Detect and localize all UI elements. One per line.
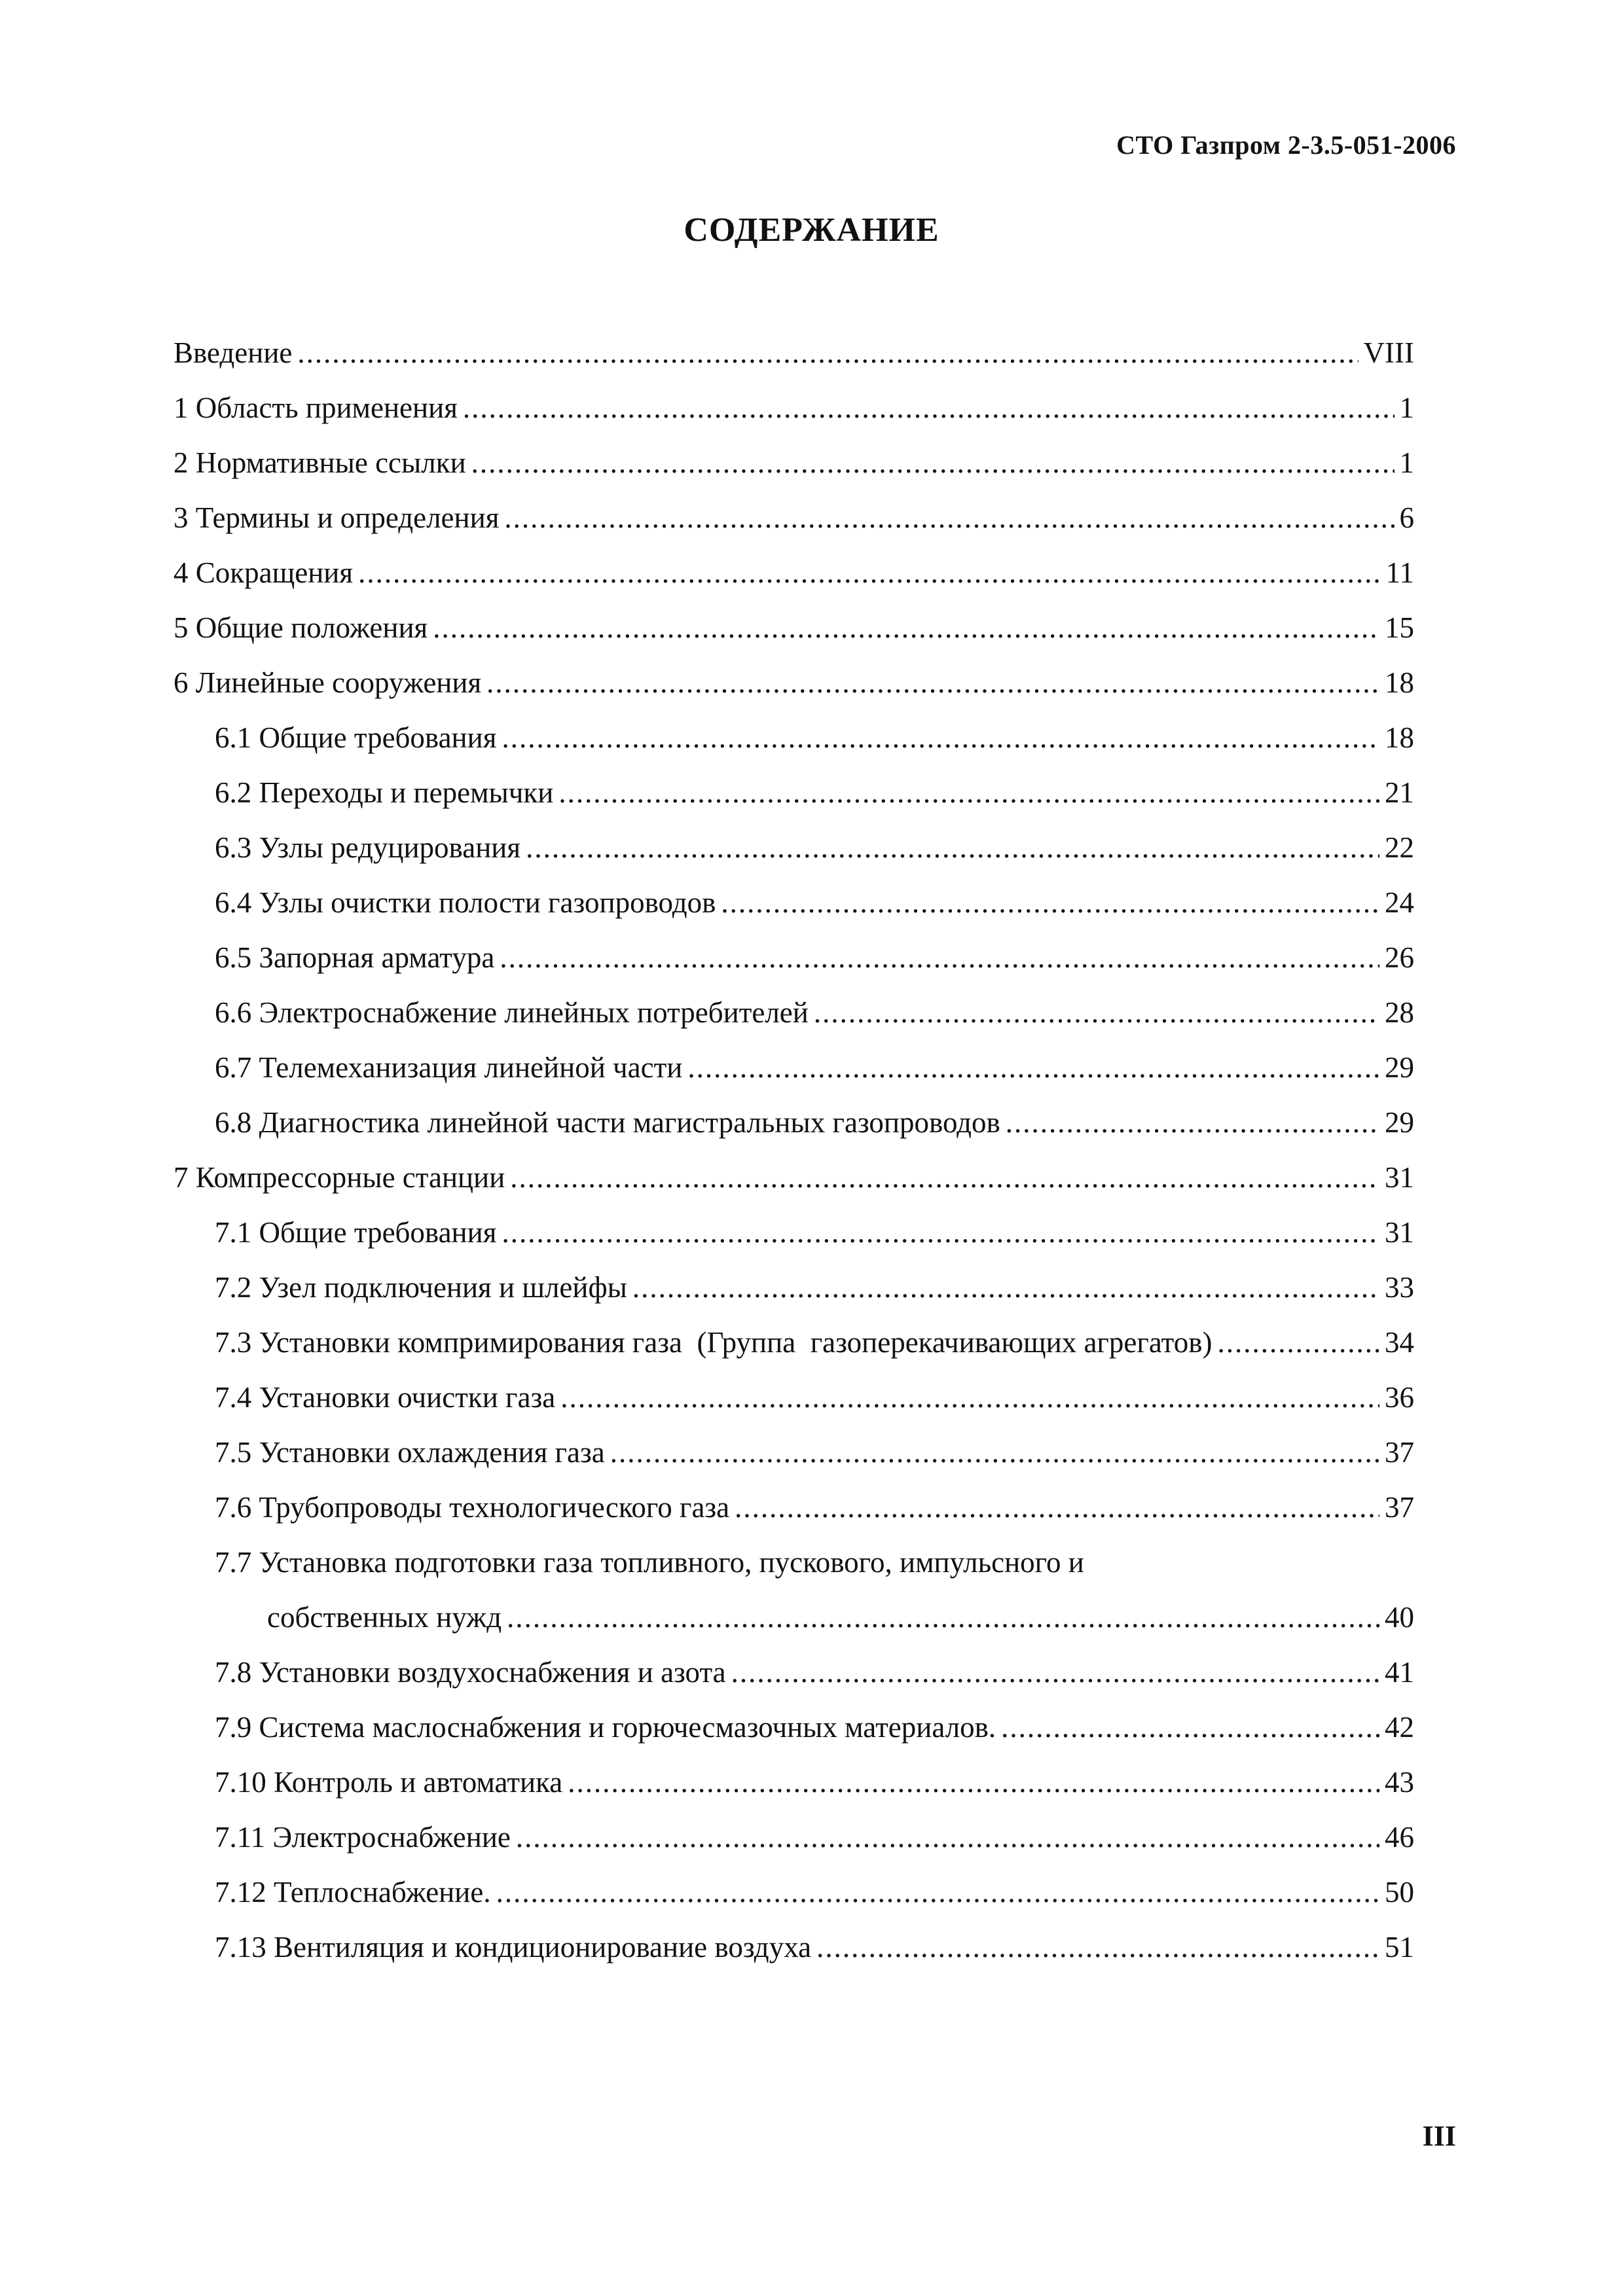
toc-subentry[interactable] xyxy=(173,1095,1414,1150)
toc-leader-dots xyxy=(516,1810,1379,1865)
toc-entry-label: собственных нужд xyxy=(267,1601,502,1634)
toc-leader-dots xyxy=(1006,1095,1379,1150)
toc-entry-page: 29 xyxy=(1385,1051,1414,1084)
toc-leader-dots xyxy=(1217,1315,1379,1370)
toc-entry-label: 7.12 Теплоснабжение. xyxy=(215,1876,491,1909)
toc-entry-label: 3 Термины и определения xyxy=(173,501,500,534)
toc-entry-page: 40 xyxy=(1385,1601,1414,1634)
toc-entry-label: 4 Сокращения xyxy=(173,556,354,589)
toc-subentry[interactable] xyxy=(173,710,1414,765)
toc-leader-dots xyxy=(816,1920,1379,1975)
toc-subentry[interactable] xyxy=(173,1535,1414,1590)
toc-entry-label: 6.8 Диагностика линейной части магистральных газопроводов xyxy=(215,1106,1000,1139)
toc-subentry[interactable] xyxy=(173,1645,1414,1700)
toc-entry-page: 6 xyxy=(1399,501,1414,534)
toc-entry-label: 7.4 Установки очистки газа xyxy=(215,1381,556,1414)
page-number: III xyxy=(1422,2120,1456,2152)
toc-leader-dots xyxy=(471,435,1395,490)
toc-entry-page: 51 xyxy=(1385,1931,1414,1964)
toc-entry-label: 7 Компрессорные станции xyxy=(173,1161,505,1194)
toc-entry-page: 22 xyxy=(1385,831,1414,864)
toc-entry[interactable] xyxy=(173,435,1414,490)
toc-entry-page: 26 xyxy=(1385,941,1414,974)
toc-entry-page: 29 xyxy=(1385,1106,1414,1139)
toc-subentry-continuation[interactable] xyxy=(173,1590,1414,1645)
toc-entry-label: 7.11 Электроснабжение xyxy=(215,1821,511,1854)
toc-leader-dots xyxy=(632,1260,1379,1315)
toc-entry-page: 33 xyxy=(1385,1271,1414,1304)
toc-entry-page: 21 xyxy=(1385,776,1414,809)
toc-entry-page: 31 xyxy=(1385,1216,1414,1249)
toc-entry-label: 7.7 Установка подготовки газа топливного, пускового, импульсного и xyxy=(215,1546,1084,1579)
document-code: СТО Газпром 2-3.5-051-2006 xyxy=(1116,130,1456,160)
toc-leader-dots xyxy=(558,765,1379,820)
toc-subentry[interactable] xyxy=(173,1755,1414,1810)
toc-subentry[interactable] xyxy=(173,930,1414,985)
toc-entry-page: 11 xyxy=(1385,556,1414,589)
toc-entry-label: 7.9 Система маслоснабжения и горючесмазочных материалов. xyxy=(215,1711,996,1744)
toc-leader-dots xyxy=(735,1480,1379,1535)
toc-subentry[interactable] xyxy=(173,765,1414,820)
toc-leader-dots xyxy=(510,1150,1379,1205)
toc-entry-label: 7.8 Установки воздухоснабжения и азота xyxy=(215,1656,726,1689)
toc-leader-dots xyxy=(496,1865,1379,1920)
toc-entry-label: 6.1 Общие требования xyxy=(215,721,497,754)
toc-entry-page: 42 xyxy=(1385,1711,1414,1744)
toc-subentry[interactable] xyxy=(173,1480,1414,1535)
toc-entry-page: VIII xyxy=(1363,336,1414,369)
toc-entry-label: 6.6 Электроснабжение линейных потребителей xyxy=(215,996,809,1029)
toc-entry-label: 1 Область применения xyxy=(173,391,458,424)
toc-entry[interactable] xyxy=(173,325,1414,380)
toc-entry-label: 6.2 Переходы и перемычки xyxy=(215,776,554,809)
toc-entry[interactable] xyxy=(173,600,1414,655)
toc-leader-dots xyxy=(500,930,1379,985)
toc-entry-page: 28 xyxy=(1385,996,1414,1029)
toc-entry-page: 46 xyxy=(1385,1821,1414,1854)
toc-entry-label: 6.5 Запорная арматура xyxy=(215,941,495,974)
toc-subentry[interactable] xyxy=(173,1425,1414,1480)
toc-entry-page: 24 xyxy=(1385,886,1414,919)
toc-leader-dots xyxy=(721,875,1379,930)
table-of-contents xyxy=(173,325,1414,1975)
toc-subentry[interactable] xyxy=(173,1810,1414,1865)
toc-leader-dots xyxy=(501,710,1379,765)
toc-leader-dots xyxy=(507,1590,1379,1645)
toc-entry-label: 7.2 Узел подключения и шлейфы xyxy=(215,1271,627,1304)
toc-entry-label: 7.5 Установки охлаждения газа xyxy=(215,1436,605,1469)
toc-leader-dots xyxy=(560,1370,1379,1425)
toc-subentry[interactable] xyxy=(173,1260,1414,1315)
toc-leader-dots xyxy=(504,490,1394,545)
toc-leader-dots xyxy=(568,1755,1379,1810)
toc-entry-page: 18 xyxy=(1385,666,1414,699)
toc-leader-dots xyxy=(814,985,1379,1040)
toc-leader-dots xyxy=(1001,1700,1379,1755)
toc-entry-page: 37 xyxy=(1385,1436,1414,1469)
toc-subentry[interactable] xyxy=(173,1205,1414,1260)
toc-entry-page: 50 xyxy=(1385,1876,1414,1909)
toc-leader-dots xyxy=(433,600,1379,655)
page-title: СОДЕРЖАНИЕ xyxy=(684,211,939,249)
toc-entry-page: 15 xyxy=(1385,611,1414,644)
toc-entry-label: 7.13 Вентиляция и кондиционирование воздуха xyxy=(215,1931,812,1964)
toc-entry-label: 7.6 Трубопроводы технологического газа xyxy=(215,1491,730,1524)
toc-leader-dots xyxy=(731,1645,1379,1700)
toc-entry-label: 6 Линейные сооружения xyxy=(173,666,482,699)
toc-entry-page: 43 xyxy=(1385,1766,1414,1799)
toc-leader-dots xyxy=(501,1205,1379,1260)
toc-entry-label: 7.10 Контроль и автоматика xyxy=(215,1766,563,1799)
toc-entry-page: 41 xyxy=(1385,1656,1414,1689)
toc-entry-page: 18 xyxy=(1385,721,1414,754)
toc-subentry[interactable] xyxy=(173,820,1414,875)
toc-entry-page: 31 xyxy=(1385,1161,1414,1194)
toc-entry[interactable] xyxy=(173,1150,1414,1205)
toc-leader-dots xyxy=(297,325,1358,380)
toc-entry-label: Введение xyxy=(173,336,293,369)
toc-leader-dots xyxy=(610,1425,1379,1480)
toc-entry-label: 6.3 Узлы редуцирования xyxy=(215,831,521,864)
toc-entry[interactable] xyxy=(173,655,1414,710)
toc-entry-label: 6.4 Узлы очистки полости газопроводов xyxy=(215,886,716,919)
toc-entry-label: 6.7 Телемеханизация линейной части xyxy=(215,1051,683,1084)
toc-entry-page: 1 xyxy=(1399,391,1414,424)
toc-entry-label: 5 Общие положения xyxy=(173,611,428,644)
toc-entry[interactable] xyxy=(173,380,1414,435)
toc-leader-dots xyxy=(687,1040,1379,1095)
toc-subentry[interactable] xyxy=(173,1315,1414,1370)
toc-subentry[interactable] xyxy=(173,985,1414,1040)
toc-entry[interactable] xyxy=(173,490,1414,545)
toc-subentry[interactable] xyxy=(173,1920,1414,1975)
toc-subentry[interactable] xyxy=(173,1865,1414,1920)
toc-leader-dots xyxy=(358,545,1381,600)
toc-entry-label: 2 Нормативные ссылки xyxy=(173,446,466,479)
toc-leader-dots xyxy=(463,380,1395,435)
toc-subentry[interactable] xyxy=(173,875,1414,930)
toc-subentry[interactable] xyxy=(173,1370,1414,1425)
toc-leader-dots xyxy=(486,655,1379,710)
toc-entry[interactable] xyxy=(173,545,1414,600)
toc-entry-label: 7.3 Установки компримирования газа (Группа газоперекачивающих агрегатов) xyxy=(215,1326,1213,1359)
toc-entry-page: 37 xyxy=(1385,1491,1414,1524)
toc-entry-label: 7.1 Общие требования xyxy=(215,1216,497,1249)
toc-entry-page: 36 xyxy=(1385,1381,1414,1414)
toc-subentry[interactable] xyxy=(173,1040,1414,1095)
toc-entry-page: 1 xyxy=(1399,446,1414,479)
toc-leader-dots xyxy=(526,820,1379,875)
toc-subentry[interactable] xyxy=(173,1700,1414,1755)
toc-entry-page: 34 xyxy=(1385,1326,1414,1359)
